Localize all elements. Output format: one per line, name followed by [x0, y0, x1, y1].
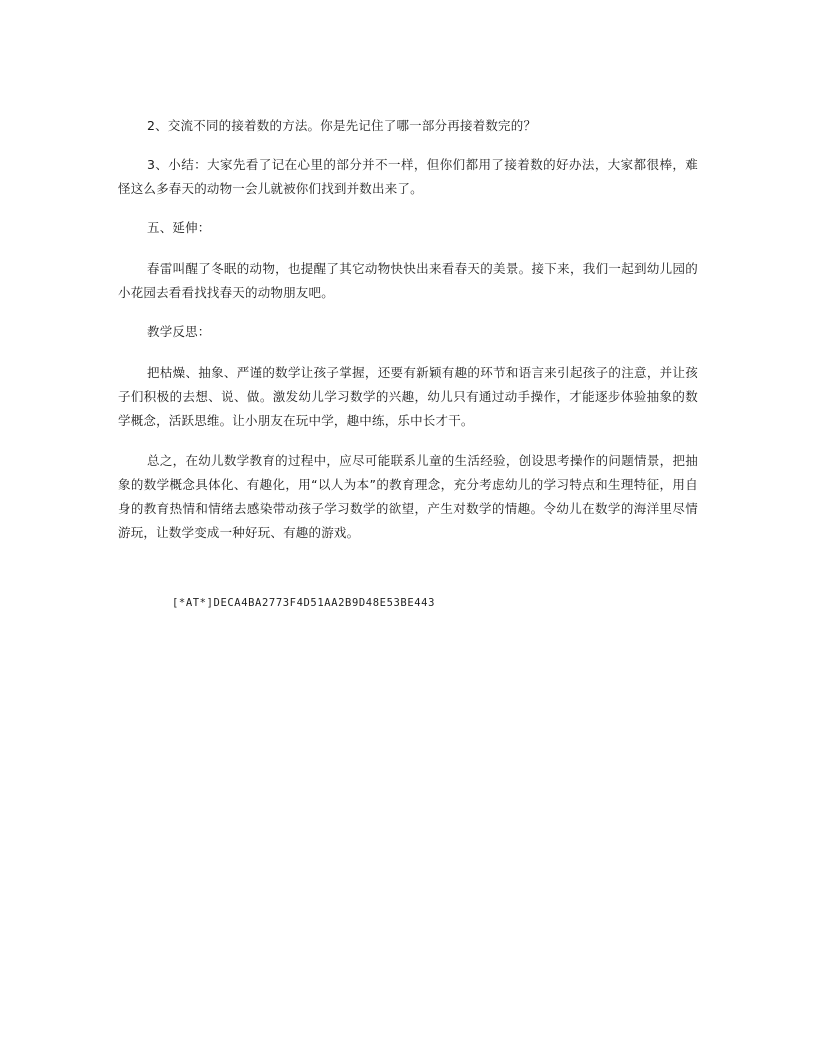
paragraph-conclusion: 总之，在幼儿数学教育的过程中，应尽可能联系儿童的生活经验，创设思考操作的问题情景，把抽象的数学概念具体化、有趣化，用“以人为本”的教育理念，充分考虑幼儿的学习特点和生理特征，用自身的教育热情和情绪去感染带动孩子学习数学的欲望，产生对数学的情趣。令幼儿在数学的海洋里尽情游玩，让数学变成一种好玩、有趣的游戏。 [118, 453, 698, 540]
paragraph-summary: 3、小结：大家先看了记在心里的部分并不一样，但你们都用了接着数的好办法，大家都很棒，难怪这么多春天的动物一会儿就被你们找到并数出来了。 [118, 157, 698, 196]
paragraph-extension: 春雷叫醒了冬眠的动物，也提醒了其它动物快快出来看春天的美景。接下来，我们一起到幼儿园的小花园去看看找找春天的动物朋友吧。 [118, 261, 698, 300]
section-heading-extension: 五、延伸： [147, 220, 211, 235]
section-heading-reflection: 教学反思： [147, 324, 211, 339]
paragraph-reflection: 把枯燥、抽象、严谨的数学让孩子掌握，还要有新颖有趣的环节和语言来引起孩子的注意，并让孩子们积极的去想、说、做。激发幼儿学习数学的兴趣，幼儿只有通过动手操作，才能逐步体验抽象的数学概念，活跃思维。让小朋友在玩中学，趣中练，乐中长才干。 [118, 365, 698, 428]
paragraph-exchange-methods: 2、交流不同的接着数的方法。你是先记住了哪一部分再接着数完的？ [147, 118, 537, 133]
document-code: [*AT*]DECA4BA2773F4D51AA2B9D48E53BE443 [172, 597, 436, 609]
